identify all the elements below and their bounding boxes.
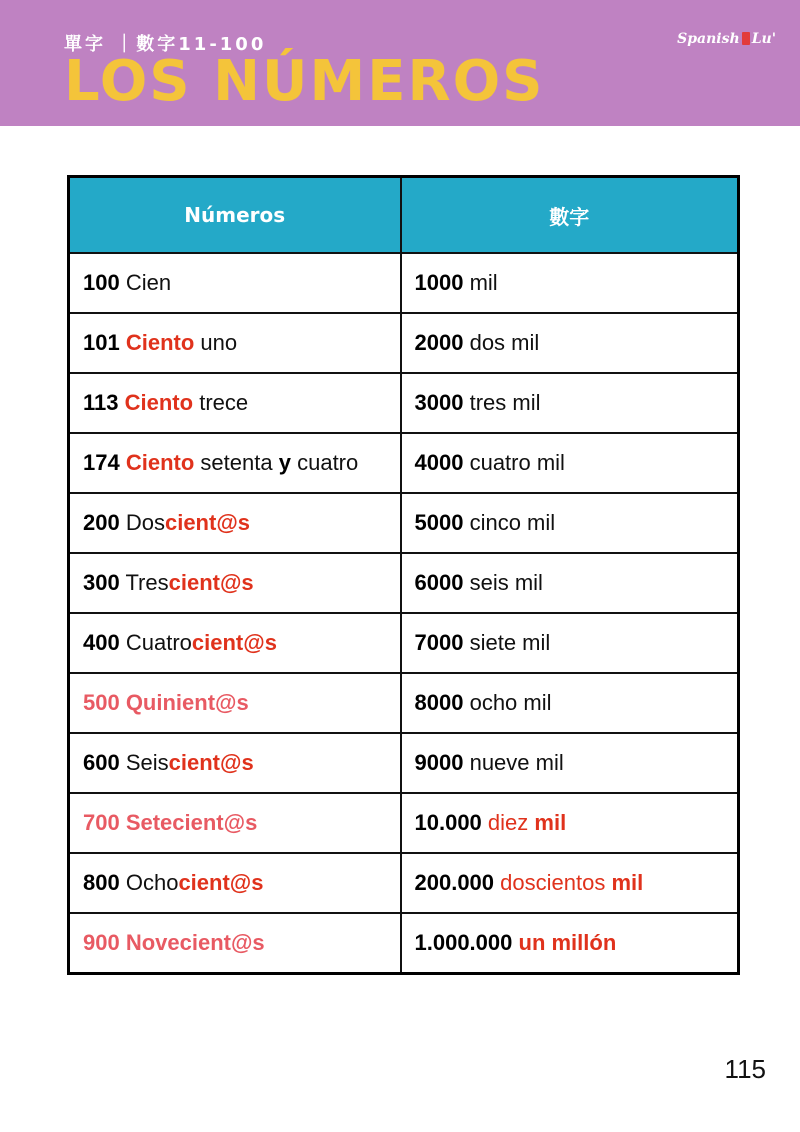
cell-number: 200.000	[414, 870, 495, 895]
cell-highlight: Ciento	[125, 330, 195, 355]
cell-number: 4000	[414, 450, 464, 475]
cell-highlight: 900 Novecient@s	[83, 930, 265, 955]
table-cell	[69, 253, 401, 313]
cell-number: 8000	[414, 690, 464, 715]
table-cell	[401, 253, 739, 313]
cell-highlight: cient@s	[164, 510, 251, 535]
table-row	[69, 433, 739, 493]
cell-number: 300	[83, 570, 120, 595]
cell-highlight: un millón	[518, 930, 617, 955]
cell-highlight: cient@s	[168, 570, 254, 595]
cell-word: cuatro mil	[469, 450, 565, 475]
table-header-row	[69, 177, 739, 254]
cell-highlight: doscientos	[500, 870, 606, 895]
table-cell	[69, 433, 401, 493]
table-cell	[401, 733, 739, 793]
cell-highlight: cient@s	[191, 630, 277, 655]
table-cell	[401, 433, 739, 493]
cell-number: 2000	[414, 330, 464, 355]
table-row	[69, 373, 739, 433]
table-cell	[401, 313, 739, 373]
brand-logo	[677, 31, 776, 47]
cell-word: uno	[200, 330, 238, 355]
cell-number: 174	[83, 450, 120, 475]
table-cell	[401, 493, 739, 553]
cell-number: 1000	[414, 270, 464, 295]
cell-word: setenta	[200, 450, 273, 475]
cell-number: 3000	[414, 390, 464, 415]
cell-highlight: cient@s	[178, 870, 264, 895]
cell-number: 101	[83, 330, 120, 355]
cell-number: 600	[83, 750, 120, 775]
table-cell	[69, 553, 401, 613]
cell-highlight: 500 Quinient@s	[83, 690, 249, 715]
table-cell	[69, 313, 401, 373]
page-number: 115	[724, 1054, 766, 1084]
table-cell	[69, 733, 401, 793]
cell-conjunction: y	[278, 450, 291, 475]
cell-word: dos mil	[469, 330, 540, 355]
brand-name: Spanish	[677, 31, 740, 47]
cell-word: Cuatro	[125, 630, 192, 655]
table-cell	[69, 913, 401, 974]
page-title: LOS NÚMEROS	[64, 49, 545, 114]
table-row	[69, 253, 739, 313]
cell-word: cuatro	[297, 450, 359, 475]
cell-word: trece	[199, 390, 249, 415]
cell-highlight: diez	[487, 810, 529, 835]
cell-word: siete mil	[469, 630, 551, 655]
table-cell	[401, 853, 739, 913]
cell-word: Dos	[125, 510, 165, 535]
cell-number: 10.000	[414, 810, 482, 835]
cell-number: 400	[83, 630, 120, 655]
table-cell	[69, 793, 401, 853]
cell-number: 9000	[414, 750, 464, 775]
cell-number: 113	[83, 390, 119, 415]
cell-word: seis mil	[469, 570, 543, 595]
table-row	[69, 313, 739, 373]
table-row	[69, 673, 739, 733]
cell-number: 5000	[414, 510, 464, 535]
cell-word: Tres	[125, 570, 169, 595]
cup-icon	[742, 32, 750, 45]
cell-word: Cien	[125, 270, 172, 295]
cell-number: 100	[83, 270, 120, 295]
table-cell	[69, 493, 401, 553]
table-cell	[401, 673, 739, 733]
page-header	[0, 0, 800, 126]
table-row	[69, 793, 739, 853]
table-cell	[401, 553, 739, 613]
cell-word: nueve mil	[469, 750, 564, 775]
table-row	[69, 553, 739, 613]
table-cell	[69, 853, 401, 913]
cell-number: 6000	[414, 570, 464, 595]
cell-highlight: mil	[611, 870, 644, 895]
table-cell	[69, 673, 401, 733]
cell-number: 800	[83, 870, 120, 895]
table-row	[69, 613, 739, 673]
cell-word: mil	[469, 270, 498, 295]
table-cell	[69, 613, 401, 673]
table-cell	[401, 373, 739, 433]
cell-number: 1.000.000	[414, 930, 513, 955]
cell-highlight: 700 Setecient@s	[83, 810, 258, 835]
table-row	[69, 853, 739, 913]
numbers-table	[67, 175, 740, 975]
cell-word: tres mil	[469, 390, 541, 415]
cell-word: ocho mil	[469, 690, 552, 715]
cell-word: cinco mil	[469, 510, 556, 535]
table-cell	[401, 793, 739, 853]
table-cell	[401, 613, 739, 673]
cell-highlight: Ciento	[124, 390, 194, 415]
table-cell	[401, 913, 739, 974]
cell-highlight: Ciento	[125, 450, 195, 475]
cell-number: 200	[83, 510, 120, 535]
cell-highlight: mil	[534, 810, 567, 835]
cell-word: Ocho	[125, 870, 179, 895]
cell-number: 7000	[414, 630, 464, 655]
cell-word: Seis	[125, 750, 169, 775]
page-subtitle: 單字 ｜數字11-100	[64, 34, 267, 55]
column-header-numeros: Números	[69, 177, 401, 254]
brand-suffix: Lu'	[751, 31, 776, 47]
table-row	[69, 493, 739, 553]
cell-highlight: cient@s	[168, 750, 254, 775]
table-row	[69, 913, 739, 974]
column-header-shuzi: 數字	[401, 177, 739, 254]
table-cell	[69, 373, 401, 433]
table-row	[69, 733, 739, 793]
